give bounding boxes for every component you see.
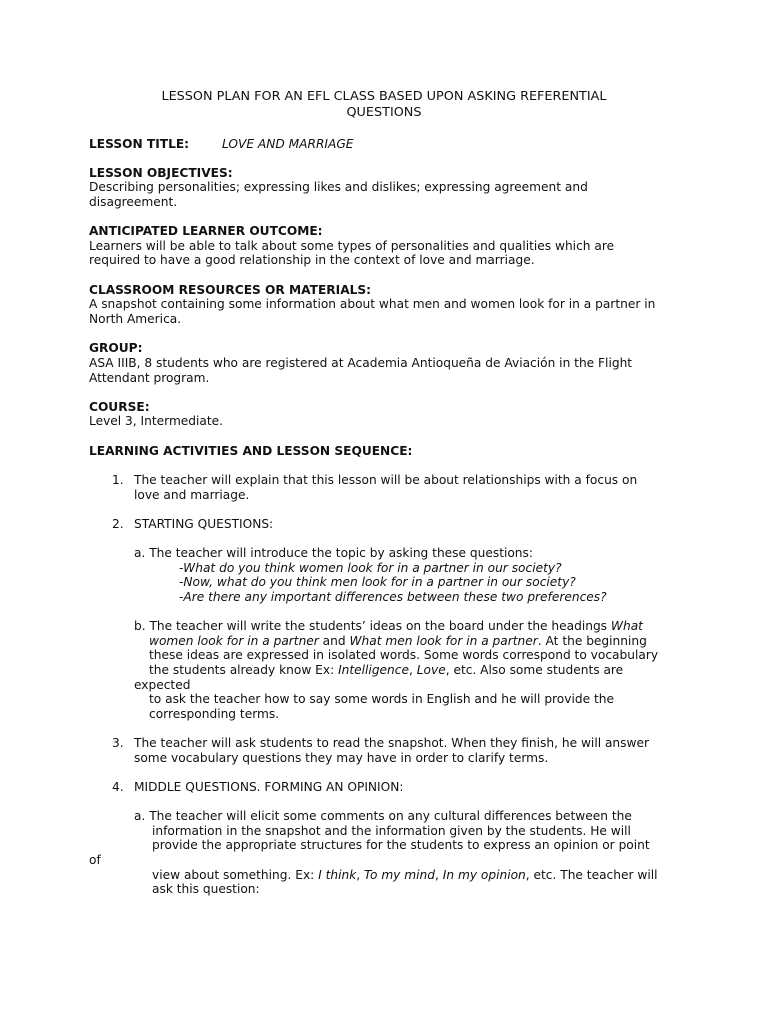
outcome-line-1: Learners will be able to talk about some types of personalities and qualities which are <box>89 239 615 253</box>
objectives-line-1: Describing personalities; expressing likes and dislikes; expressing agreement and <box>89 180 588 194</box>
question-2: -Now, what do you think men look for in a partner in our society? <box>179 575 576 589</box>
item-3-number: 3. <box>112 736 124 750</box>
item-1-line-2: love and marriage. <box>134 488 250 502</box>
item-4a-line-2: information in the snapshot and the information given by the students. He will <box>152 824 631 838</box>
item-2b-line-3: these ideas are expressed in isolated words. Some words correspond to vocabulary <box>149 648 659 662</box>
group-heading: GROUP: <box>89 341 143 355</box>
outcome-heading: ANTICIPATED LEARNER OUTCOME: <box>89 224 323 238</box>
item-4-label: MIDDLE QUESTIONS. FORMING AN OPINION: <box>134 780 404 794</box>
lesson-title-label: LESSON TITLE: <box>89 137 190 151</box>
course-line: Level 3, Intermediate. <box>89 414 224 428</box>
item-4a-line-6: ask this question: <box>152 882 260 896</box>
item-3-line-1: The teacher will ask students to read the snapshot. When they finish, he will answer <box>134 736 649 750</box>
item-4a-line-1: a. The teacher will elicit some comments on any cultural differences between the <box>134 809 632 823</box>
lesson-title-value: LOVE AND MARRIAGE <box>222 137 354 151</box>
resources-line-1: A snapshot containing some information about what men and women look for in a partner in <box>89 297 656 311</box>
item-1-line-1: The teacher will explain that this lesson will be about relationships with a focus on <box>134 473 638 487</box>
item-2b-line-6: to ask the teacher how to say some words in English and he will provide the <box>149 692 614 706</box>
item-2a-line: a. The teacher will introduce the topic by asking these questions: <box>134 546 533 560</box>
question-1: -What do you think women look for in a partner in our society? <box>179 561 562 575</box>
item-2b-line-7: corresponding terms. <box>149 707 280 721</box>
item-2b-line-5: expected <box>134 678 191 692</box>
title-line-1: LESSON PLAN FOR AN EFL CLASS BASED UPON ASKING REFERENTIAL <box>161 89 607 104</box>
group-line-2: Attendant program. <box>89 371 210 385</box>
resources-heading: CLASSROOM RESOURCES OR MATERIALS: <box>89 283 372 297</box>
outcome-line-2: required to have a good relationship in the context of love and marriage. <box>89 253 535 267</box>
objectives-heading: LESSON OBJECTIVES: <box>89 166 233 180</box>
item-4a-line-5: view about something. Ex: I think, To my mind, In my opinion, etc. The teacher will <box>152 868 658 882</box>
question-3: -Are there any important differences between these two preferences? <box>179 590 607 604</box>
item-4a-line-4: of <box>89 853 101 867</box>
group-line-1: ASA IIIB, 8 students who are registered at Academia Antioqueña de Aviación in the Flight <box>89 356 633 370</box>
item-3-line-2: some vocabulary questions they may have in order to clarify terms. <box>134 751 549 765</box>
item-2-number: 2. <box>112 517 124 531</box>
item-4-number: 4. <box>112 780 124 794</box>
resources-line-2: North America. <box>89 312 182 326</box>
item-4a-line-3: provide the appropriate structures for the students to express an opinion or point <box>152 838 650 852</box>
item-2b-line-2: women look for in a partner and What men look for in a partner. At the beginning <box>149 634 647 648</box>
document-title <box>90 89 678 121</box>
objectives-line-2: disagreement. <box>89 195 178 209</box>
item-1-number: 1. <box>112 473 124 487</box>
item-2b-line-1: b. The teacher will write the students’ ideas on the board under the headings What <box>134 619 643 633</box>
activities-heading: LEARNING ACTIVITIES AND LESSON SEQUENCE: <box>89 444 413 458</box>
item-2b-line-4: the students already know Ex: Intelligence, Love, etc. Also some students are <box>149 663 624 677</box>
course-heading: COURSE: <box>89 400 150 414</box>
item-2-label: STARTING QUESTIONS: <box>134 517 274 531</box>
title-line-2: QUESTIONS <box>346 105 422 120</box>
